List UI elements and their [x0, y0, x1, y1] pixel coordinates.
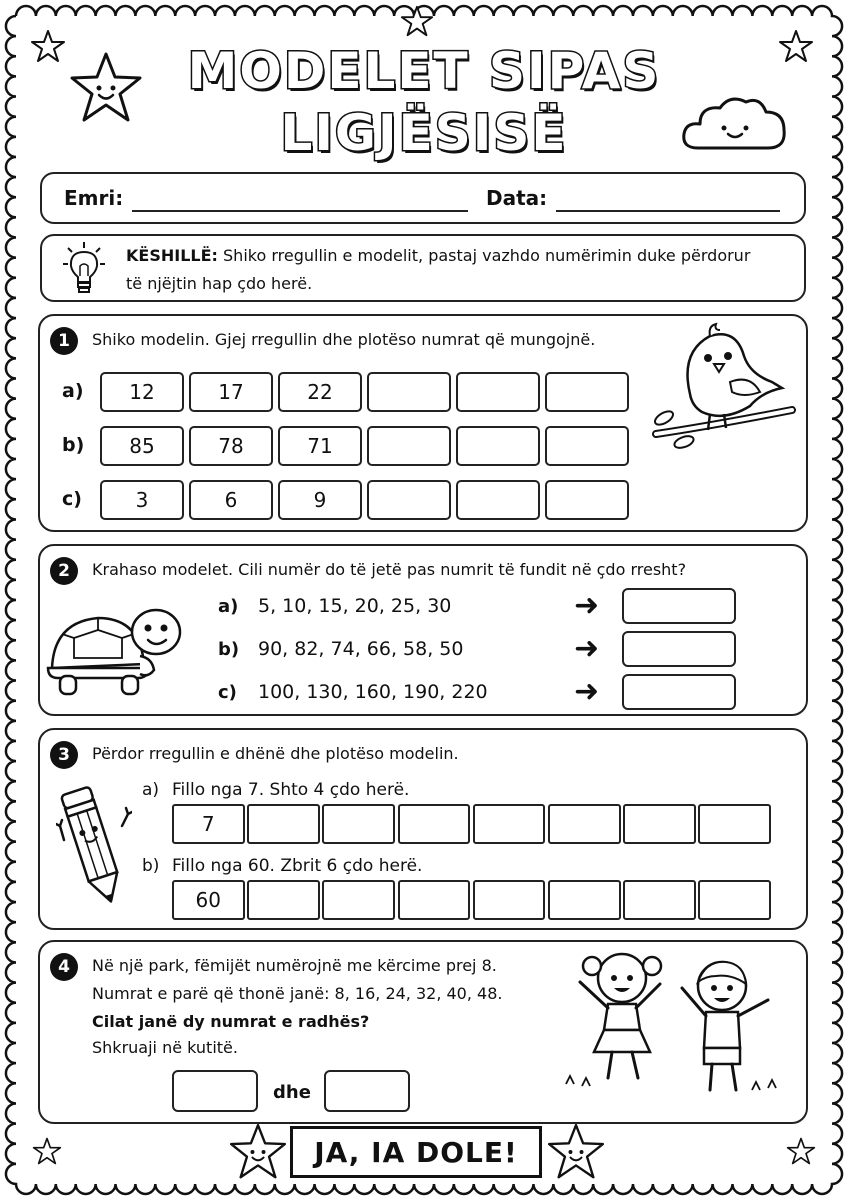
exercise-2-row-letter: b)	[218, 639, 240, 660]
pattern-blank-cell[interactable]	[545, 480, 629, 520]
pattern-cell: 12	[100, 372, 184, 412]
exercise-1-instruction: Shiko modelin. Gjej rregullin dhe plotëso numrat që mungojnë.	[92, 330, 596, 349]
bird-icon	[650, 322, 800, 454]
pattern-cell: 60	[172, 880, 245, 920]
pattern-blank-cell[interactable]	[545, 372, 629, 412]
pattern-blank-cell[interactable]	[698, 804, 771, 844]
exercise-4-line-1: Në një park, fëmijët numërojnë me kërcime prej 8.	[92, 956, 497, 975]
pattern-blank-cell[interactable]	[545, 426, 629, 466]
pattern-blank-cell[interactable]	[548, 804, 621, 844]
exercise-3-part-letter: a)	[142, 780, 160, 800]
pattern-cell: 71	[278, 426, 362, 466]
pattern-blank-cell[interactable]	[473, 880, 546, 920]
pattern-blank-cell[interactable]	[398, 804, 471, 844]
pattern-blank-cell[interactable]	[398, 880, 471, 920]
pencil-icon	[56, 780, 132, 912]
exercise-2-row-letter: c)	[218, 682, 237, 703]
date-label: Data:	[486, 186, 548, 210]
pattern-blank-cell[interactable]	[456, 372, 540, 412]
exercise-3-number: 3	[50, 741, 78, 769]
exercise-1-row-letter: a)	[62, 380, 84, 402]
pattern-cell: 22	[278, 372, 362, 412]
exercise-4-number: 4	[50, 953, 78, 981]
pattern-blank-cell[interactable]	[367, 426, 451, 466]
star-icon	[400, 4, 434, 38]
tip-label: KËSHILLË:	[126, 246, 218, 265]
tip-text-2: të njëjtin hap çdo herë.	[126, 274, 313, 293]
tip-line-1	[126, 246, 750, 265]
name-line[interactable]	[132, 210, 468, 212]
pattern-cell: 78	[189, 426, 273, 466]
pattern-blank-cell[interactable]	[322, 804, 395, 844]
exercise-3-instruction: Përdor rregullin e dhënë dhe plotëso modelin.	[92, 744, 459, 763]
tip-text-1: Shiko rregullin e modelit, pastaj vazhdo numërimin duke përdorur	[223, 246, 751, 265]
exercise-4-line-4: Shkruaji në kutitë.	[92, 1038, 238, 1057]
exercise-3-rule-text: Fillo nga 60. Zbrit 6 çdo herë.	[172, 856, 423, 876]
pattern-blank-cell[interactable]	[698, 880, 771, 920]
star-icon	[786, 1136, 816, 1166]
exercise-1-row-letter: c)	[62, 488, 82, 510]
pattern-cell: 3	[100, 480, 184, 520]
name-date-box	[40, 172, 806, 224]
star-icon	[32, 1136, 62, 1166]
exercise-2-row-letter: a)	[218, 596, 239, 617]
lightbulb-icon	[62, 240, 106, 296]
exercise-2-number: 2	[50, 557, 78, 585]
pattern-cell: 6	[189, 480, 273, 520]
arrow-right-icon: ➜	[574, 588, 600, 623]
pattern-cell: 17	[189, 372, 273, 412]
pattern-blank-cell[interactable]	[548, 880, 621, 920]
pattern-blank-cell[interactable]	[367, 480, 451, 520]
pattern-blank-cell[interactable]	[623, 804, 696, 844]
exercise-1-number: 1	[50, 327, 78, 355]
children-icon	[556, 944, 788, 1100]
exercise-3-rule-text: Fillo nga 7. Shto 4 çdo herë.	[172, 780, 410, 800]
pattern-cell: 85	[100, 426, 184, 466]
pattern-blank-cell[interactable]	[623, 880, 696, 920]
exercise-3-part-letter: b)	[142, 856, 160, 876]
pattern-blank-cell[interactable]	[247, 804, 320, 844]
exercise-2-sequence: 100, 130, 160, 190, 220	[258, 681, 488, 703]
answer-box-1[interactable]	[172, 1070, 258, 1112]
arrow-right-icon: ➜	[574, 674, 600, 709]
arrow-right-icon: ➜	[574, 631, 600, 666]
smiling-star-icon	[228, 1122, 288, 1182]
pattern-cell: 7	[172, 804, 245, 844]
pattern-blank-cell[interactable]	[322, 880, 395, 920]
exercise-2-instruction: Krahaso modelet. Cili numër do të jetë pas numrit të fundit në çdo rresht?	[92, 560, 687, 579]
pattern-cell: 9	[278, 480, 362, 520]
date-line[interactable]	[556, 210, 780, 212]
next-number-box[interactable]	[622, 631, 736, 667]
exercise-4-line-2: Numrat e parë që thonë janë: 8, 16, 24, 32, 40, 48.	[92, 984, 503, 1003]
pattern-blank-cell[interactable]	[367, 372, 451, 412]
name-label: Emri:	[64, 186, 124, 210]
exercise-4-question: Cilat janë dy numrat e radhës?	[92, 1012, 370, 1031]
next-number-box[interactable]	[622, 674, 736, 710]
turtle-icon	[44, 598, 184, 702]
answer-box-2[interactable]	[324, 1070, 410, 1112]
pattern-blank-cell[interactable]	[473, 804, 546, 844]
pattern-blank-cell[interactable]	[456, 426, 540, 466]
page-title-line-2: LIGJËSISË	[280, 104, 568, 162]
exercise-2-sequence: 5, 10, 15, 20, 25, 30	[258, 595, 452, 617]
exercise-2-sequence: 90, 82, 74, 66, 58, 50	[258, 638, 464, 660]
joiner-text: dhe	[273, 1082, 311, 1103]
page-title-line-1: MODELET SIPAS	[187, 42, 661, 100]
success-banner: JA, IA DOLE!	[290, 1126, 542, 1178]
pattern-blank-cell[interactable]	[456, 480, 540, 520]
smiling-star-icon	[546, 1122, 606, 1182]
pattern-blank-cell[interactable]	[247, 880, 320, 920]
next-number-box[interactable]	[622, 588, 736, 624]
exercise-1-row-letter: b)	[62, 434, 85, 456]
